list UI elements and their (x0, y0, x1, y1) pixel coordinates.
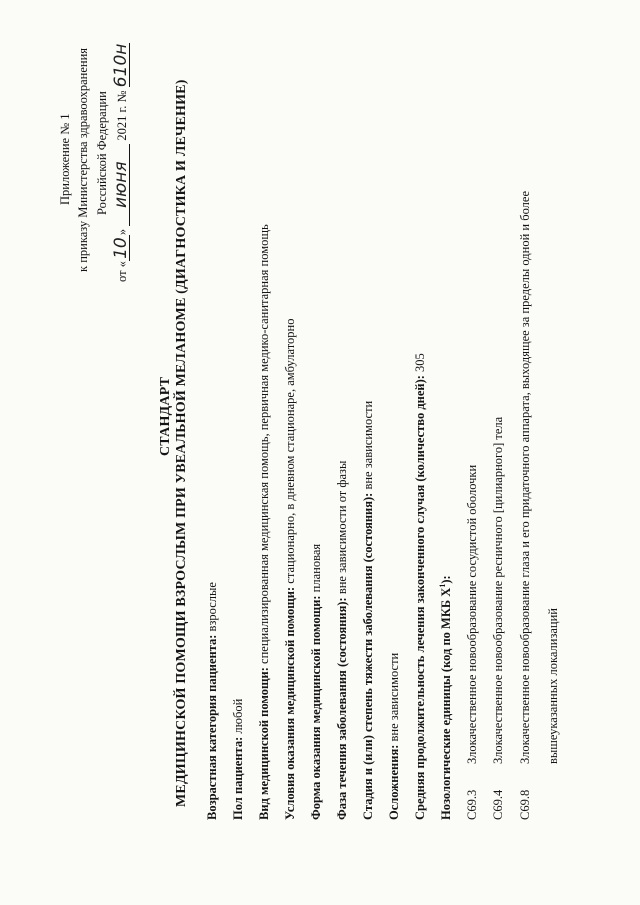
date-month: июня (114, 144, 130, 226)
disease-phase (335, 461, 350, 820)
date-quote-close: » (115, 228, 129, 236)
doc-heading: СТАНДАРТ (158, 376, 173, 456)
doc-subtitle: МЕДИЦИНСКОЙ ПОМОЩИ ВЗРОСЛЫМ ПРИ УВЕАЛЬНОЙ МЕЛАНОМЕ (ДИАГНОСТИКА И ЛЕЧЕНИЕ) (174, 79, 189, 807)
care-form (309, 544, 324, 820)
appendix-label: Приложение № 1 (58, 113, 72, 205)
date-year: 2021 г. № (115, 90, 129, 141)
nosology-heading (439, 575, 454, 820)
stage-label: Стадия и (или) степень тяжести заболевания (состояния): (361, 492, 375, 820)
care-type-value: специализированная медицинская помощь, первичная медико-санитарная помощь (257, 224, 271, 664)
icd-code: C69.4 (491, 789, 505, 820)
icd-code: C69.3 (465, 789, 479, 820)
sex-value: любой (231, 698, 245, 734)
form-label: Форма оказания медицинской помощи: (309, 595, 323, 820)
phase-value: вне зависимости от фазы (335, 460, 349, 595)
date-prefix: от « (115, 261, 129, 282)
conditions-value: стационарно, в дневном стационаре, амбулаторно (283, 318, 297, 584)
sex-label: Пол пациента: (231, 736, 245, 820)
age-category (205, 582, 220, 820)
nosology-label: Нозологические единицы (код по МКБ X (439, 587, 453, 820)
order-reference: к приказу Министерства здравоохранения (76, 47, 90, 272)
icd-description: Злокачественное новообразование глаза и его придаточного аппарата, выходящее за пределы одной и более (518, 191, 532, 764)
order-number: 610н (111, 43, 131, 88)
care-conditions (283, 319, 298, 820)
stage-value: вне зависимости (361, 400, 375, 490)
nosology-end: ): (439, 575, 453, 584)
age-value: взрослые (205, 582, 219, 632)
icd-code: C69.8 (518, 789, 532, 820)
age-label: Возрастная категория пациента: (205, 634, 219, 820)
conditions-label: Условия оказания медицинской помощи: (283, 586, 297, 820)
form-value: плановая (309, 543, 323, 593)
complications (387, 653, 402, 820)
duration-value: 305 (413, 353, 427, 372)
date-day: 10 (114, 235, 130, 261)
complications-label: Осложнения: (387, 744, 401, 820)
treatment-duration (413, 353, 428, 820)
disease-stage (361, 401, 376, 820)
phase-label: Фаза течения заболевания (состояния): (335, 597, 349, 820)
duration-label: Средняя продолжительность лечения законченного случая (количество дней): (413, 375, 427, 820)
patient-sex (231, 699, 246, 820)
icd-description: Злокачественное новообразование сосудистой оболочки (465, 464, 479, 764)
federation-label: Российской Федерации (95, 91, 109, 215)
icd-description: Злокачественное новообразование ресничного [цилиарного] тела (491, 416, 505, 764)
care-type (257, 224, 272, 820)
complications-value: вне зависимости (387, 652, 401, 742)
care-type-label: Вид медицинской помощи: (257, 667, 271, 820)
order-date-line (111, 43, 131, 282)
icd-description-continued: вышеуказанных локализаций (546, 608, 560, 764)
nosology-footnote: 1 (437, 583, 447, 588)
